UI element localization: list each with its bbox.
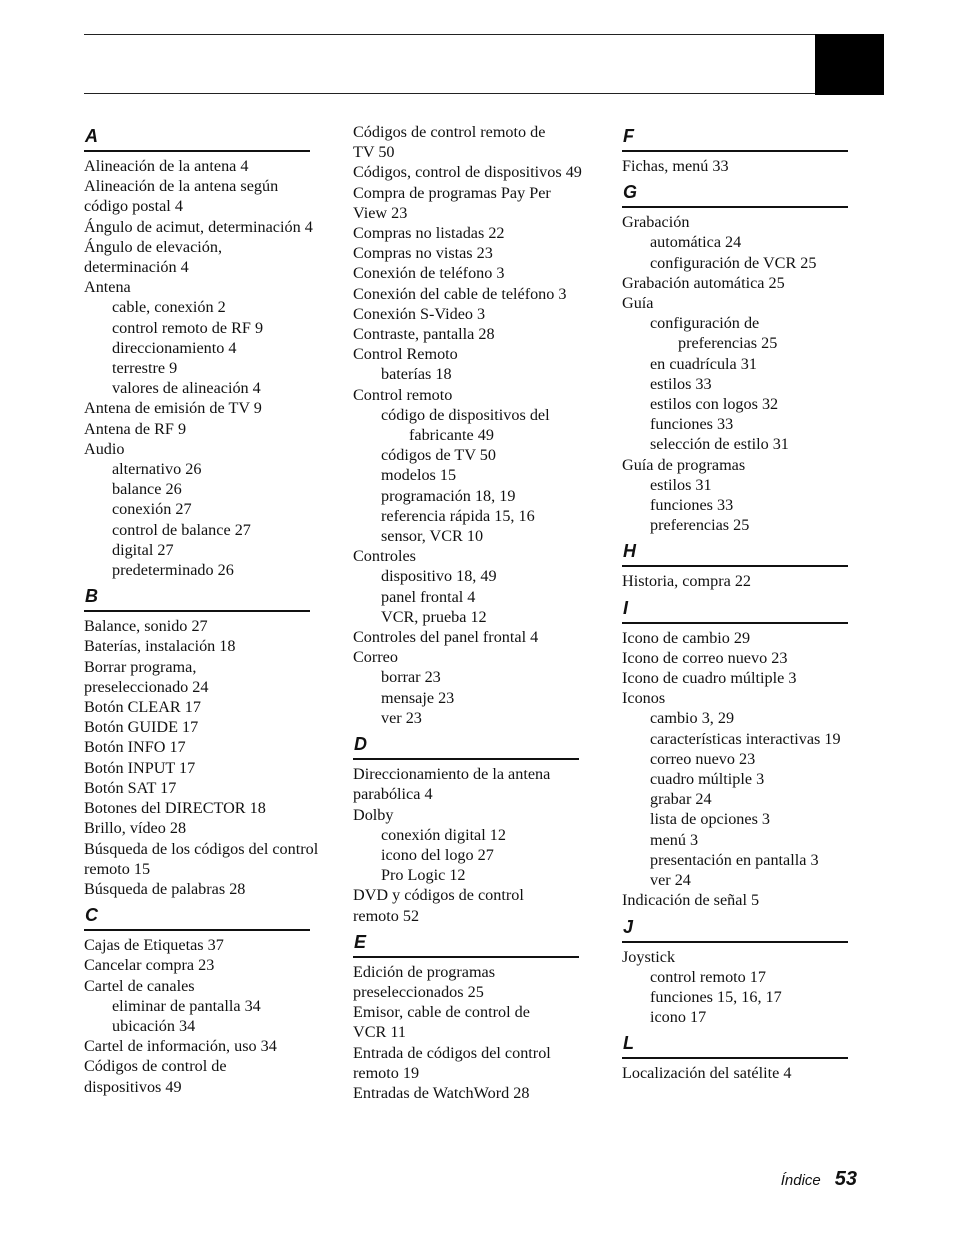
index-entry: Conexión S-Video 3 xyxy=(353,304,486,323)
index-subentry: configuración de xyxy=(650,314,760,333)
section-letter: C xyxy=(85,905,98,926)
index-subentry: icono 17 xyxy=(650,1008,707,1027)
index-subentry: códigos de TV 50 xyxy=(381,446,496,465)
index-subentry: modelos 15 xyxy=(381,466,457,485)
index-entry: Botones del DIRECTOR 18 xyxy=(84,799,266,818)
index-entry: Borrar programa, xyxy=(84,657,197,676)
section-letter: A xyxy=(85,126,98,146)
index-subentry: estilos 31 xyxy=(650,475,712,494)
section-letter: F xyxy=(623,126,634,146)
header-tab-block xyxy=(815,34,884,95)
index-entry: Iconos xyxy=(622,689,666,708)
header-rule-top xyxy=(84,34,884,35)
section-rule xyxy=(622,150,848,152)
index-entry: Botón GUIDE 17 xyxy=(84,718,199,737)
index-subentry: menú 3 xyxy=(650,830,699,849)
index-entry: Cajas de Etiquetas 37 xyxy=(84,936,224,955)
index-subentry: presentación en pantalla 3 xyxy=(650,850,819,869)
index-entry: Grabación automática 25 xyxy=(622,273,785,292)
section-rule xyxy=(622,206,848,208)
index-subentry: selección de estilo 31 xyxy=(650,435,789,454)
index-entry: Alineación de la antena 4 xyxy=(84,157,249,175)
index-entry: View 23 xyxy=(353,203,408,222)
index-entry: Ángulo de acimut, determinación 4 xyxy=(84,217,313,236)
index-entry: Entradas de WatchWord 28 xyxy=(353,1083,530,1102)
section-rule xyxy=(353,956,579,958)
section-letter: H xyxy=(623,541,636,562)
index-entry: Icono de cambio 29 xyxy=(622,628,751,647)
index-entry: código postal 4 xyxy=(84,197,183,216)
index-subentry: valores de alineación 4 xyxy=(112,379,261,398)
section-letter: G xyxy=(623,182,638,203)
index-entry: remoto 19 xyxy=(353,1063,420,1082)
page-number: 53 xyxy=(834,1168,857,1190)
index-subentry: cable, conexión 2 xyxy=(112,298,226,317)
section-rule xyxy=(84,929,310,931)
index-entry: Antena de emisión de TV 9 xyxy=(84,399,262,418)
index-entry: Controles del panel frontal 4 xyxy=(353,628,539,647)
index-entry: Joystick xyxy=(622,947,676,966)
index-entry: Fichas, menú 33 xyxy=(622,157,729,175)
index-entry: Entrada de códigos del control xyxy=(353,1043,551,1062)
index-entry: Guía xyxy=(622,294,654,313)
index-entry: VCR 11 xyxy=(353,1023,406,1042)
index-subentry: eliminar de pantalla 34 xyxy=(112,996,261,1015)
index-entry: Audio xyxy=(84,439,125,458)
index-column-3 xyxy=(622,122,848,1084)
index-subentry: sensor, VCR 10 xyxy=(381,527,484,546)
section-letter: I xyxy=(623,597,629,618)
index-entry: Botón SAT 17 xyxy=(84,778,177,797)
index-entry: Cancelar compra 23 xyxy=(84,956,215,975)
index-subentry: panel frontal 4 xyxy=(381,587,476,606)
index-entry: Búsqueda de palabras 28 xyxy=(84,879,246,898)
index-subentry: preferencias 25 xyxy=(650,516,750,535)
index-entry: Icono de correo nuevo 23 xyxy=(622,648,788,667)
index-subentry: grabar 24 xyxy=(650,790,712,809)
index-entry: Edición de programas xyxy=(353,962,496,981)
section-rule xyxy=(622,1057,848,1059)
index-entry: Localización del satélite 4 xyxy=(622,1064,792,1083)
index-entry: Compra de programas Pay Per xyxy=(353,183,551,202)
index-entry: Búsqueda de los códigos del control xyxy=(84,839,319,858)
index-entry: Conexión del cable de teléfono 3 xyxy=(353,284,567,303)
index-entry: dispositivos 49 xyxy=(84,1077,182,1096)
section-rule xyxy=(622,941,848,943)
index-subentry: referencia rápida 15, 16 xyxy=(381,506,535,525)
index-entry: determinación 4 xyxy=(84,258,189,277)
index-entry: Códigos, control de dispositivos 49 xyxy=(353,163,582,182)
index-subentry: control de balance 27 xyxy=(112,520,251,539)
index-subentry: alternativo 26 xyxy=(112,460,202,479)
page-footer xyxy=(781,1168,857,1191)
index-subentry: correo nuevo 23 xyxy=(650,749,756,768)
section-letter: J xyxy=(623,916,634,937)
index-subentry: control remoto 17 xyxy=(650,967,766,986)
index-entry: Baterías, instalación 18 xyxy=(84,637,236,656)
index-column-1 xyxy=(84,122,319,1097)
index-subentry: conexión digital 12 xyxy=(381,825,506,844)
index-entry: Códigos de control remoto de xyxy=(353,123,546,141)
section-rule xyxy=(84,150,310,152)
index-subentry: preferencias 25 xyxy=(678,334,778,353)
section-rule xyxy=(622,565,848,567)
index-entry: preseleccionado 24 xyxy=(84,677,209,696)
section-rule xyxy=(353,758,579,760)
index-entry: Grabación xyxy=(622,213,690,232)
index-entry: Compras no vistas 23 xyxy=(353,244,493,263)
index-subentry: código de dispositivos del xyxy=(381,405,550,424)
index-subentry: programación 18, 19 xyxy=(381,486,516,505)
index-entry: Correo xyxy=(353,648,398,667)
index-entry: preseleccionados 25 xyxy=(353,982,484,1001)
index-subentry: ubicación 34 xyxy=(112,1016,196,1035)
index-subentry: VCR, prueba 12 xyxy=(381,607,487,626)
footer-section-label: Índice xyxy=(780,1172,821,1189)
index-subentry: automática 24 xyxy=(650,233,742,252)
index-entry: Botón INPUT 17 xyxy=(84,758,196,777)
index-subentry: dispositivo 18, 49 xyxy=(381,567,497,586)
index-entry: Cartel de canales xyxy=(84,976,195,995)
index-subentry: funciones 33 xyxy=(650,415,734,434)
index-subentry: configuración de VCR 25 xyxy=(650,253,817,272)
index-entry: parabólica 4 xyxy=(353,785,433,804)
index-subentry: lista de opciones 3 xyxy=(650,810,771,829)
index-subentry: predeterminado 26 xyxy=(112,561,234,580)
index-entry: Guía de programas xyxy=(622,455,746,474)
index-subentry: baterías 18 xyxy=(381,365,452,384)
index-entry: Antena de RF 9 xyxy=(84,419,187,438)
index-entry: Alineación de la antena según xyxy=(84,177,279,196)
section-rule xyxy=(84,610,310,612)
index-entry: TV 50 xyxy=(353,143,395,162)
index-entry: Conexión de teléfono 3 xyxy=(353,264,505,283)
index-subentry: borrar 23 xyxy=(381,668,441,687)
index-entry: Emisor, cable de control de xyxy=(353,1003,530,1022)
index-subentry: fabricante 49 xyxy=(409,426,494,445)
index-entry: Control Remoto xyxy=(353,345,458,364)
index-subentry: conexión 27 xyxy=(112,500,192,519)
index-entry: Botón CLEAR 17 xyxy=(84,698,201,717)
index-entry: Indicación de señal 5 xyxy=(622,891,760,910)
index-entry: Historia, compra 22 xyxy=(622,572,752,591)
index-entry: Antena xyxy=(84,278,131,297)
index-subentry: estilos 33 xyxy=(650,374,712,393)
index-entry: Control remoto xyxy=(353,385,453,404)
index-entry: remoto 15 xyxy=(84,859,151,878)
index-subentry: Pro Logic 12 xyxy=(381,866,466,885)
index-entry: Brillo, vídeo 28 xyxy=(84,819,187,838)
index-subentry: características interactivas 19 xyxy=(650,729,841,748)
index-entry: Dolby xyxy=(353,805,394,824)
index-entry: Controles xyxy=(353,547,416,566)
index-subentry: funciones 33 xyxy=(650,496,734,515)
index-subentry: mensaje 23 xyxy=(381,688,455,707)
index-entry: DVD y códigos de control xyxy=(353,886,524,905)
section-rule xyxy=(622,622,848,624)
header-rule-bottom xyxy=(84,93,884,94)
section-letter: B xyxy=(85,586,98,607)
index-column-2 xyxy=(353,122,582,1103)
index-subentry: icono del logo 27 xyxy=(381,845,494,864)
index-entry: Contraste, pantalla 28 xyxy=(353,325,495,344)
index-subentry: ver 24 xyxy=(650,871,691,890)
index-subentry: terrestre 9 xyxy=(112,359,178,378)
index-subentry: cuadro múltiple 3 xyxy=(650,770,765,789)
index-subentry: ver 23 xyxy=(381,708,422,727)
index-subentry: en cuadrícula 31 xyxy=(650,354,757,373)
index-subentry: balance 26 xyxy=(112,480,182,499)
index-subentry: funciones 15, 16, 17 xyxy=(650,987,782,1006)
index-entry: Balance, sonido 27 xyxy=(84,617,208,636)
section-letter: L xyxy=(623,1033,634,1054)
section-letter: D xyxy=(354,734,367,755)
index-entry: Códigos de control de xyxy=(84,1057,227,1076)
section-letter: E xyxy=(354,931,367,952)
index-subentry: cambio 3, 29 xyxy=(650,709,735,728)
index-subentry: estilos con logos 32 xyxy=(650,395,779,414)
index-entry: Direccionamiento de la antena xyxy=(353,765,551,784)
index-subentry: control remoto de RF 9 xyxy=(112,318,264,337)
index-subentry: direccionamiento 4 xyxy=(112,338,237,357)
index-entry: Ángulo de elevación, xyxy=(84,237,222,256)
index-entry: Compras no listadas 22 xyxy=(353,224,505,243)
index-entry: Botón INFO 17 xyxy=(84,738,186,757)
index-entry: Icono de cuadro múltiple 3 xyxy=(622,669,797,688)
index-entry: remoto 52 xyxy=(353,906,420,925)
index-entry: Cartel de información, uso 34 xyxy=(84,1037,277,1056)
index-subentry: digital 27 xyxy=(112,540,174,559)
